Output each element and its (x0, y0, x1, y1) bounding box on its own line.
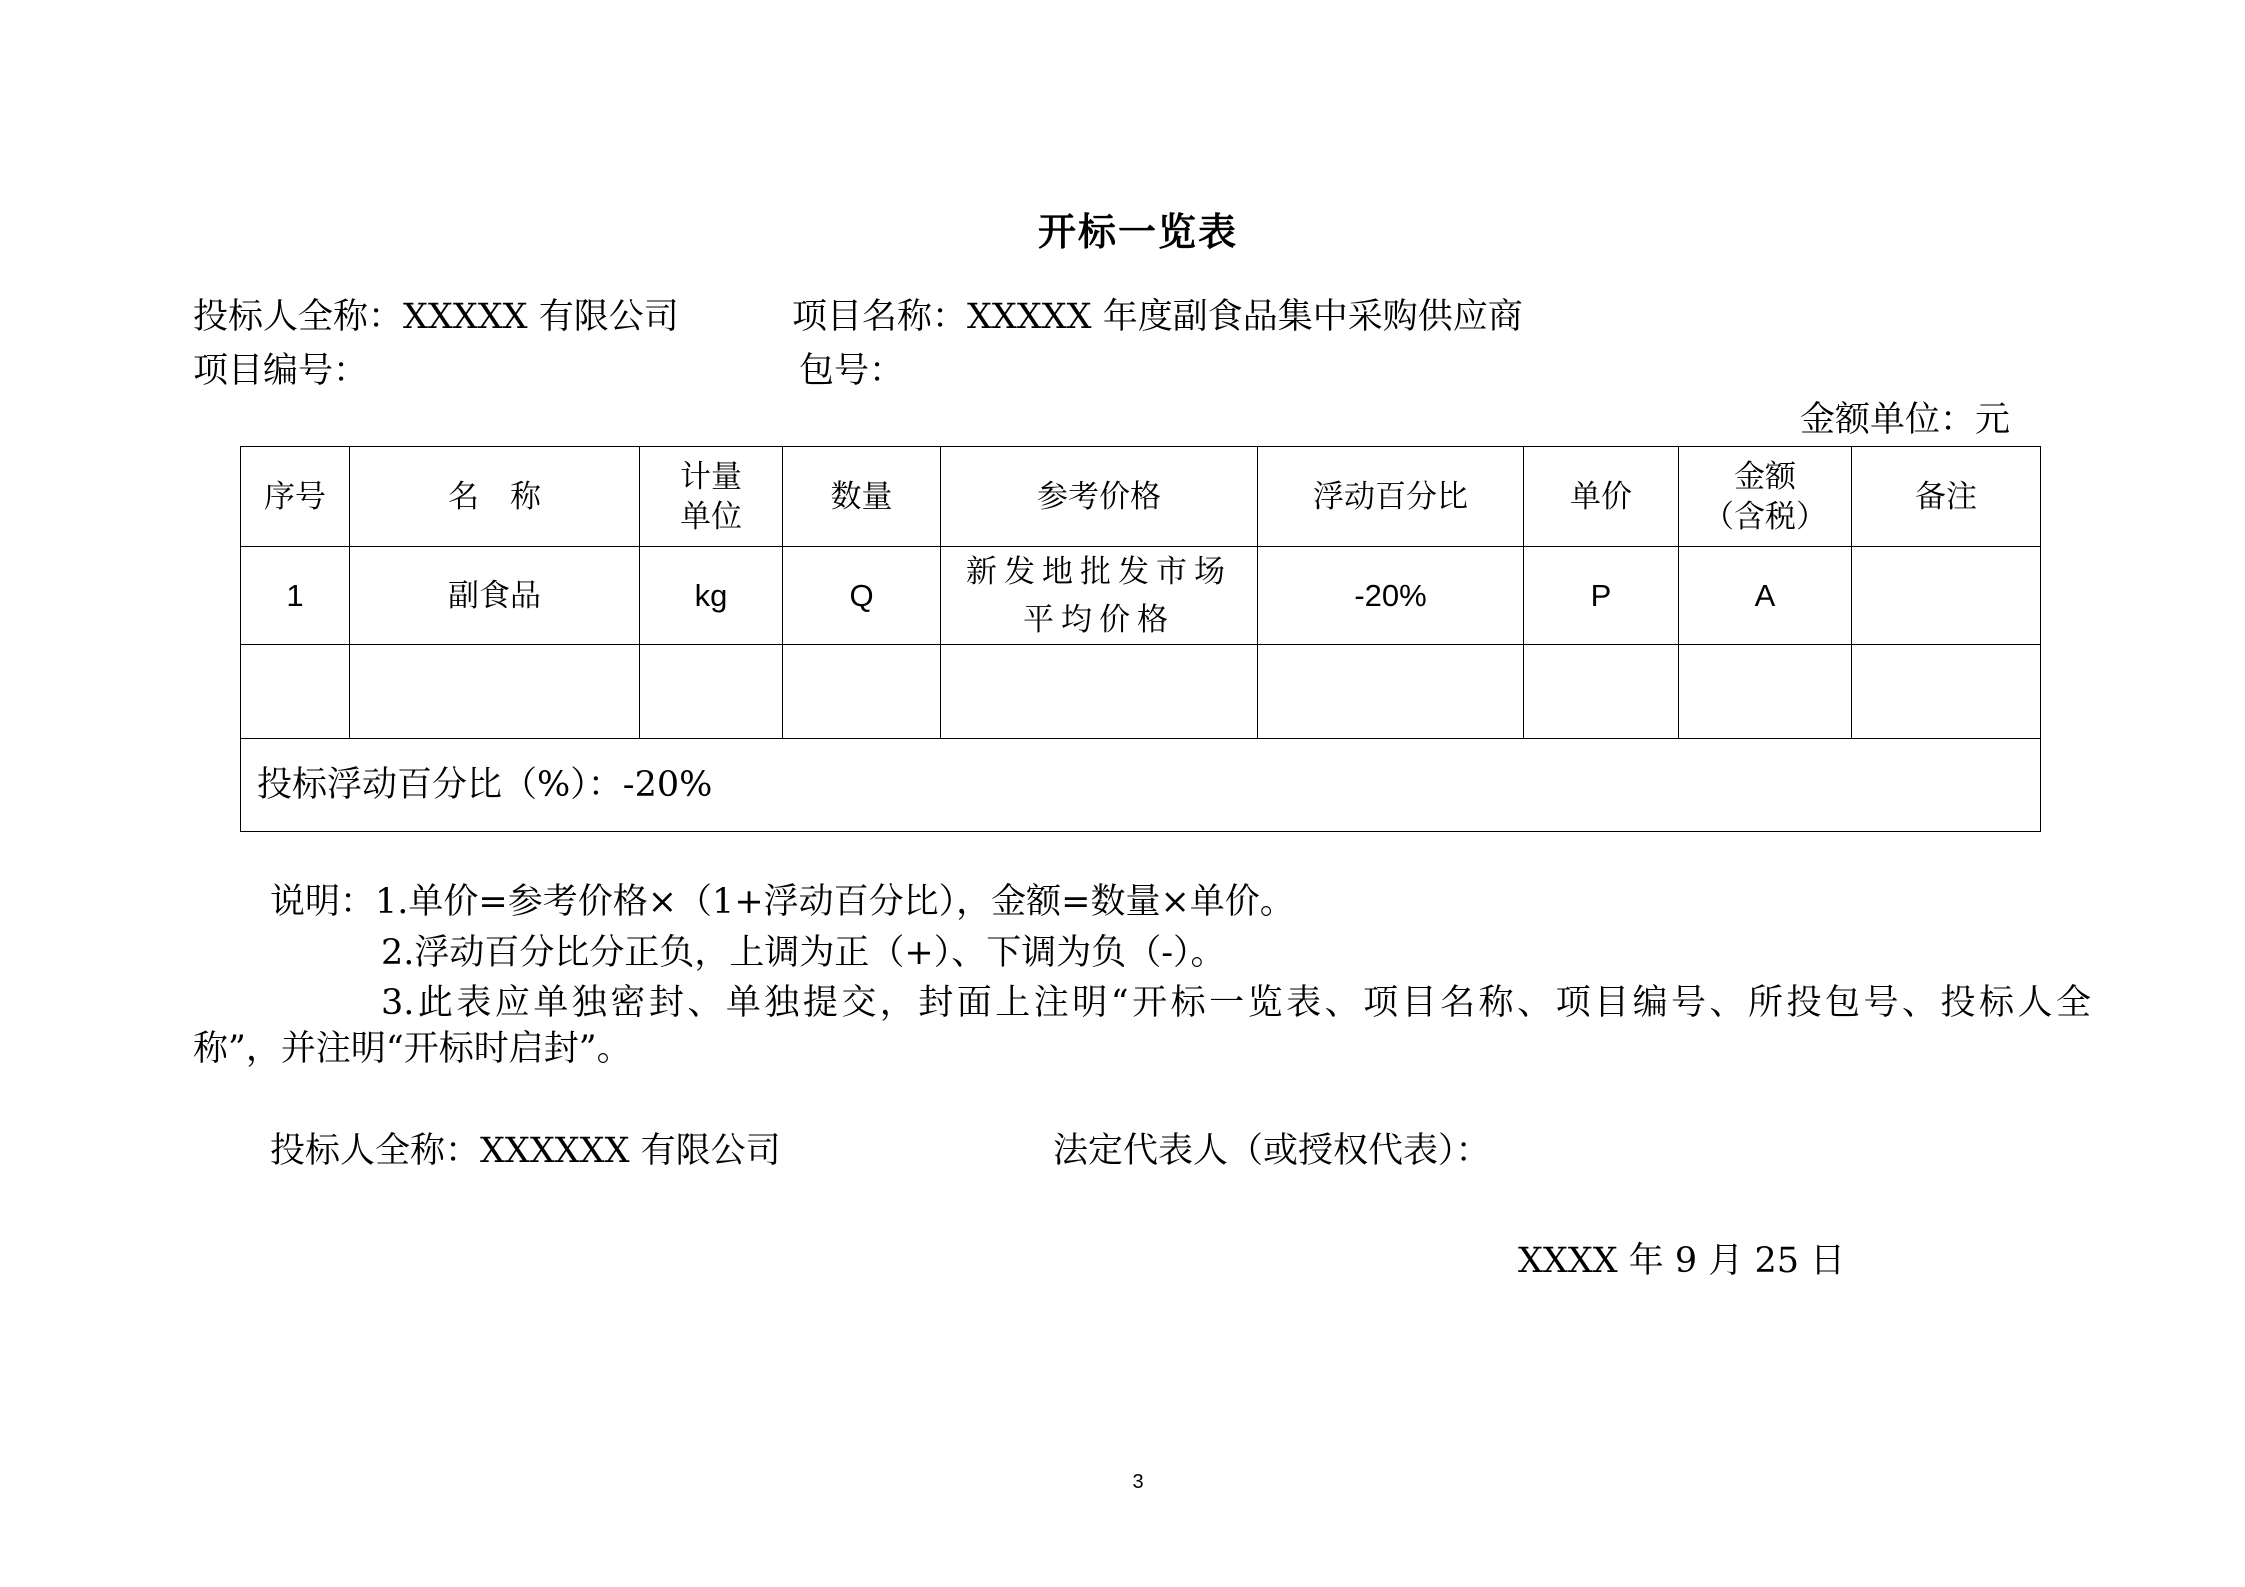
table-summary-row (241, 739, 2041, 832)
row-1-remarks (1852, 547, 2041, 645)
header-cell-float-percent: 浮动百分比 (1258, 447, 1524, 547)
note-line-4: 称”，并注明“开标时启封”。 (193, 1029, 632, 1069)
project-number-field: 项目编号： (193, 351, 369, 391)
bidder-name-field: 投标人全称：XXXXX 有限公司 (193, 297, 679, 337)
row-2-quantity (783, 645, 941, 739)
row-1-amount: A (1679, 547, 1852, 645)
row-1-quantity: Q (783, 547, 941, 645)
row-2-unit-price (1524, 645, 1679, 739)
currency-unit-label: 金额单位：元 (1799, 400, 2010, 440)
project-name-field: 项目名称：XXXXX 年度副食品集中采购供应商 (792, 297, 1523, 337)
note-line-2: 2.浮动百分比分正负，上调为正（+）、下调为负（-）。 (381, 933, 1226, 973)
row-1-reference-price: 新发地批发市场 平均价格 (941, 547, 1258, 645)
page-number: 3 (1132, 1471, 1144, 1493)
table-header-row (241, 447, 2041, 547)
row-2-remarks (1852, 645, 2041, 739)
header-cell-name: 名 称 (350, 447, 640, 547)
signature-bidder-name: 投标人全称：XXXXXX 有限公司 (270, 1131, 781, 1171)
header-cell-unit-price: 单价 (1524, 447, 1679, 547)
row-2-name (350, 645, 640, 739)
bid-float-percent-summary: 投标浮动百分比（%）：-20% (241, 739, 2041, 832)
header-cell-amount: 金额 （含税） (1679, 447, 1852, 547)
row-1-unit: kg (640, 547, 783, 645)
row-2-reference-price (941, 645, 1258, 739)
note-line-1: 说明：1.单价=参考价格×（1+浮动百分比），金额=数量×单价。 (270, 882, 1295, 922)
row-2-float-percent (1258, 645, 1524, 739)
header-cell-index: 序号 (241, 447, 350, 547)
signature-date: XXXX 年 9 月 25 日 (1518, 1241, 1846, 1281)
signature-representative: 法定代表人（或授权代表）： (1053, 1131, 1491, 1171)
header-cell-quantity: 数量 (783, 447, 941, 547)
row-1-name: 副食品 (350, 547, 640, 645)
package-number-field: 包号： (799, 351, 905, 391)
row-2-amount (1679, 645, 1852, 739)
page-title: 开标一览表 (1037, 210, 1238, 254)
row-1-float-percent: -20% (1258, 547, 1524, 645)
table-row (241, 645, 2041, 739)
row-2-unit (640, 645, 783, 739)
row-1-unit-price: P (1524, 547, 1679, 645)
table-row (241, 547, 2041, 645)
header-cell-unit: 计量 单位 (640, 447, 783, 547)
header-cell-remarks: 备注 (1852, 447, 2041, 547)
header-cell-reference-price: 参考价格 (941, 447, 1258, 547)
row-1-index: 1 (241, 547, 350, 645)
note-line-3: 3.此表应单独密封、单独提交，封面上注明“开标一览表、项目名称、项目编号、所投包号、投标人全 (381, 983, 2091, 1023)
row-2-index (241, 645, 350, 739)
bid-summary-table (240, 446, 2041, 832)
